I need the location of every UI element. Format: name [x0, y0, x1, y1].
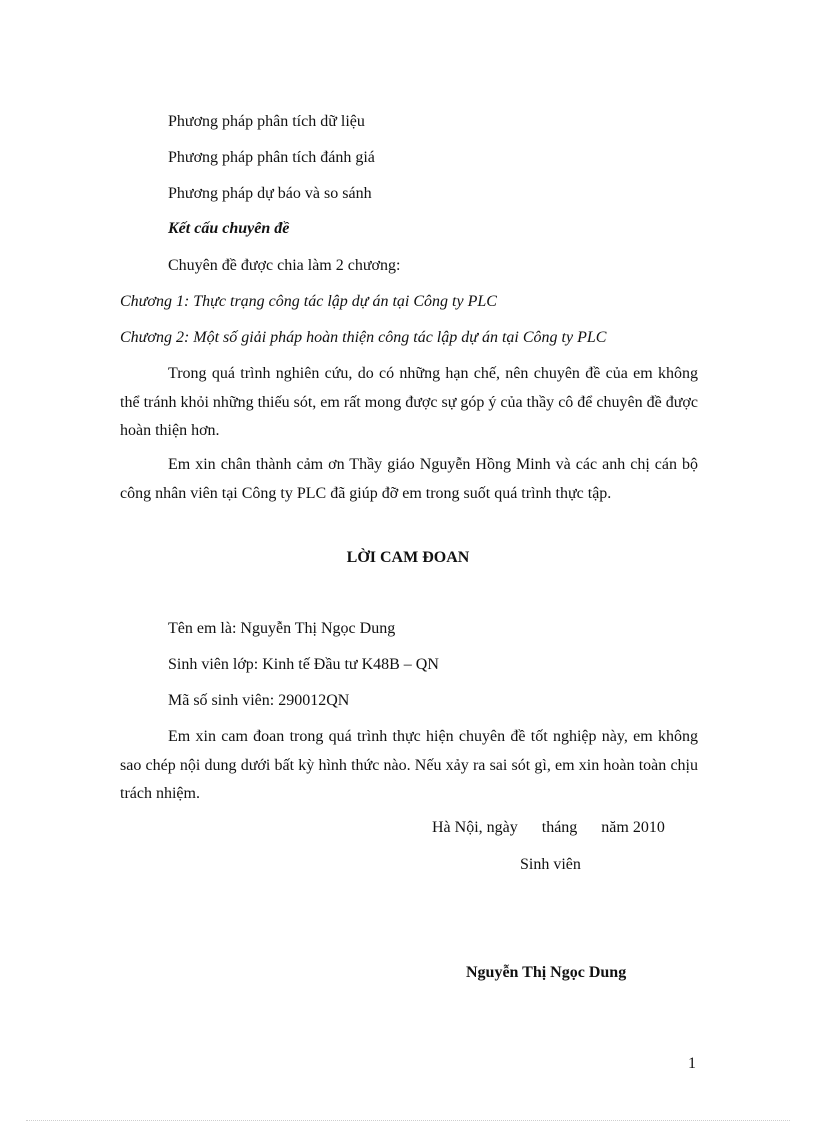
signature-name: Nguyễn Thị Ngọc Dung: [466, 964, 627, 981]
student-class-line: Sinh viên lớp: Kinh tế Đầu tư K48B – QN: [168, 656, 439, 673]
chapter-2-title: Chương 2: Một số giải pháp hoàn thiện công tác lập dự án tại Công ty PLC: [120, 329, 607, 346]
declaration-title: LỜI CAM ĐOAN: [346, 549, 470, 566]
limitations-paragraph: Trong quá trình nghiên cứu, do có những hạn chế, nên chuyên đề của em không thể tránh khỏi những thiếu sót, em rất mong được sự góp ý của thầy cô để chuyên đề được hoàn thiện hơn.: [120, 365, 698, 439]
signature-place-date: Hà Nội, ngày tháng năm 2010: [432, 819, 665, 836]
page-number: 1: [688, 1055, 696, 1072]
student-id-line: Mã số sinh viên: 290012QN: [168, 692, 350, 709]
method-forecast-comparison: Phương pháp dự báo và so sánh: [168, 185, 372, 202]
student-name-line: Tên em là: Nguyễn Thị Ngọc Dung: [168, 620, 396, 637]
structure-intro: Chuyên đề được chia làm 2 chương:: [168, 257, 401, 274]
page-bottom-divider: [26, 1120, 790, 1121]
declaration-statement: Em xin cam đoan trong quá trình thực hiện chuyên đề tốt nghiệp này, em không sao chép nội dung dưới bất kỳ hình thức nào. Nếu xảy ra sai sót gì, em xin hoàn toàn chịu trách nhiệm.: [120, 728, 698, 802]
method-evaluation-analysis: Phương pháp phân tích đánh giá: [168, 149, 375, 166]
signature-role: Sinh viên: [520, 856, 581, 873]
method-data-analysis: Phương pháp phân tích dữ liệu: [168, 113, 365, 130]
structure-heading: Kết cấu chuyên đề: [168, 220, 290, 237]
thanks-paragraph: Em xin chân thành cảm ơn Thầy giáo Nguyễn Hồng Minh và các anh chị cán bộ công nhân viên tại Công ty PLC đã giúp đỡ em trong suốt quá trình thực tập.: [120, 456, 698, 502]
chapter-1-title: Chương 1: Thực trạng công tác lập dự án tại Công ty PLC: [120, 293, 497, 310]
